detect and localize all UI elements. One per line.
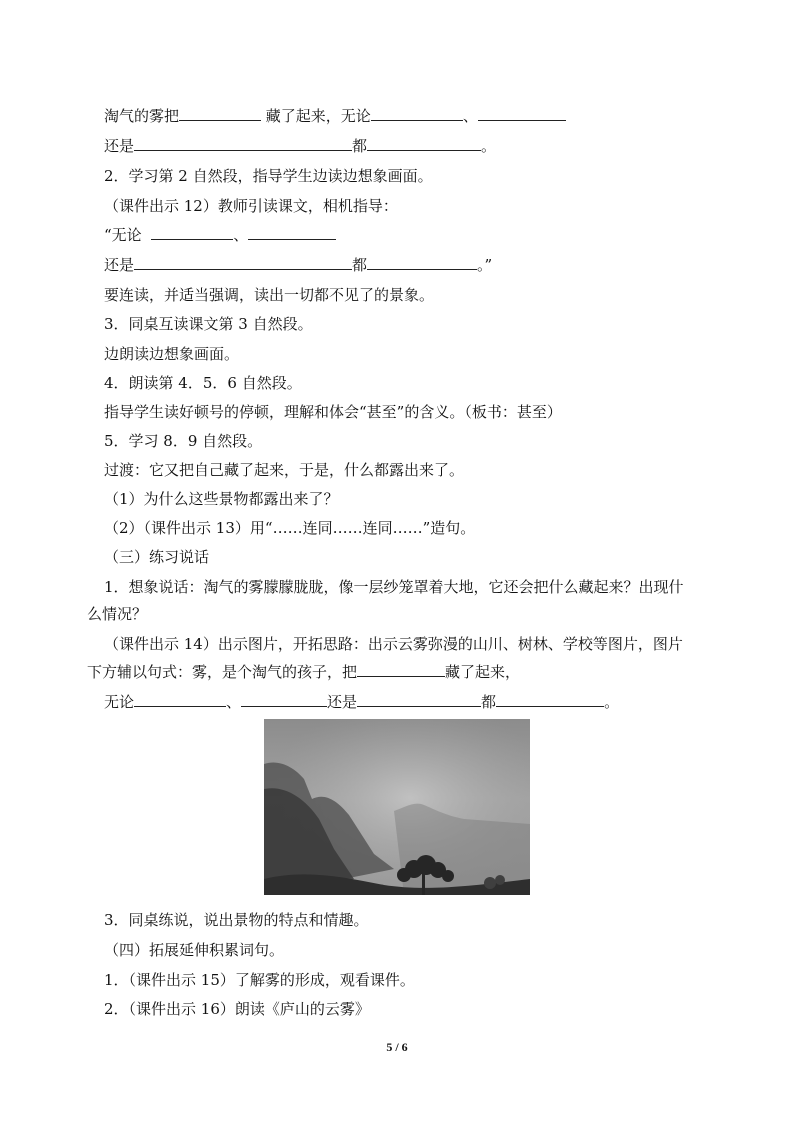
text-line: （课件出示 14）出示图片，开拓思路：出示云雾弥漫的山川、树林、学校等图片，图片 [104, 635, 683, 653]
text-segment: 都 [352, 256, 368, 274]
text-segment: 、 [462, 107, 478, 125]
fill-blank [357, 662, 445, 677]
text-segment: 。 [604, 693, 620, 711]
fill-blank [496, 692, 604, 707]
fill-blank [478, 106, 566, 121]
text-line: 3．同桌互读课文第 3 自然段。 [104, 315, 313, 333]
text-segment: 、 [226, 693, 242, 711]
text-line: 么情况？ [87, 605, 148, 623]
text-line: （课件出示 12）教师引读课文，相机指导： [104, 197, 398, 215]
text-segment: 无论 [104, 693, 135, 711]
text-line: （1）为什么这些景物都露出来了？ [104, 490, 339, 508]
text-line [104, 692, 619, 712]
page-number: 5 / 6 [386, 1040, 408, 1054]
fill-blank [241, 692, 327, 707]
text-segment: 还是 [104, 256, 135, 274]
fill-blank [134, 255, 352, 270]
text-line: 4．朗读第 4．5．6 自然段。 [104, 374, 302, 392]
text-line: 2．学习第 2 自然段，指导学生边读边想象画面。 [104, 167, 433, 185]
text-line [104, 255, 492, 275]
text-line [104, 225, 336, 245]
text-line: 过渡：它又把自己藏了起来，于是，什么都露出来了。 [104, 461, 465, 479]
text-line [104, 136, 496, 156]
fill-blank [357, 692, 481, 707]
text-segment: 都 [352, 137, 368, 155]
foggy-mountain-photo [264, 719, 530, 895]
fill-blank [367, 255, 477, 270]
text-line [87, 662, 520, 682]
fill-blank [179, 106, 261, 121]
text-segment: 都 [481, 693, 497, 711]
fill-blank [134, 692, 226, 707]
text-line: 1．想象说话：淘气的雾朦朦胧胧，像一层纱笼罩着大地，它还会把什么藏起来？出现什 [104, 578, 684, 596]
text-segment: 。” [477, 256, 493, 274]
text-segment: 下方辅以句式：雾，是个淘气的孩子，把 [87, 663, 358, 681]
fill-blank [151, 225, 233, 240]
text-segment: 藏了起来， [445, 663, 521, 681]
fill-blank [248, 225, 336, 240]
text-segment: 。 [481, 137, 497, 155]
fill-blank [367, 136, 481, 151]
text-line: 要连读，并适当强调，读出一切都不见了的景象。 [104, 286, 435, 304]
text-line: 1．（课件出示 15）了解雾的形成，观看课件。 [104, 971, 415, 989]
text-line: 边朗读边想象画面。 [104, 345, 240, 363]
fill-blank [371, 106, 463, 121]
text-line: （四）拓展延伸积累词句。 [104, 941, 285, 959]
text-line: 5．学习 8．9 自然段。 [104, 432, 263, 450]
text-segment: 、 [233, 226, 249, 244]
text-segment: 藏了起来，无论 [265, 107, 371, 125]
text-line: 3．同桌练说，说出景物的特点和情趣。 [104, 911, 369, 929]
text-line [104, 106, 566, 126]
text-line: 2．（课件出示 16）朗读《庐山的云雾》 [104, 1000, 370, 1018]
text-line: 指导学生读好顿号的停顿，理解和体会“甚至”的含义。（板书：甚至） [104, 403, 562, 421]
text-segment: 淘气的雾把 [104, 107, 180, 125]
text-segment: “无论 [104, 226, 142, 244]
text-line: （三）练习说话 [104, 548, 210, 566]
text-segment: 还是 [104, 137, 135, 155]
text-line: （2）（课件出示 13）用“……连同……连同……”造句。 [104, 519, 476, 537]
fill-blank [134, 136, 352, 151]
text-segment: 还是 [327, 693, 358, 711]
